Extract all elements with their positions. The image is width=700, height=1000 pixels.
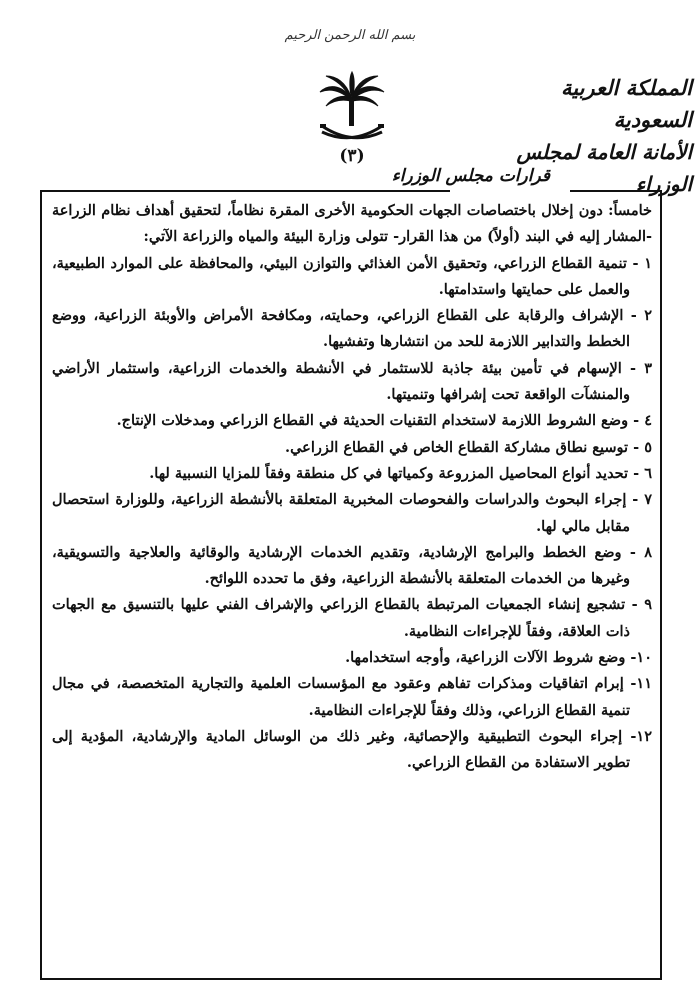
list-item: ٨ - وضع الخطط والبرامج الإرشادية، وتقديم الخدمات الإرشادية والوقائية والعلاجية والتسويقية، وغيرها من الخدمات المتعلقة بالأنشطة الزراعية، وفق ما تحدده اللوائح. <box>52 543 652 588</box>
basmala: بسم الله الرحمن الرحيم <box>284 28 416 43</box>
letterhead-office: الأمانة العامة لمجلس الوزراء <box>516 140 692 196</box>
saudi-emblem-icon <box>316 70 388 150</box>
list-item: ٧ - إجراء البحوث والدراسات والفحوصات المخبرية المتعلقة بالأنشطة الزراعية، وللوزارة استحصال مقابل مالي لها. <box>52 491 652 535</box>
list-item: ٦ - تحديد أنواع المحاصيل المزروعة وكمياتها في كل منطقة وفقاً للمزايا النسبية لها. <box>149 464 652 482</box>
list-item: ٤ - وضع الشروط اللازمة لاستخدام التقنيات الحديثة في القطاع الزراعي ومدخلات الإنتاج. <box>116 412 652 430</box>
section-label: قرارات مجلس الوزراء <box>391 166 550 186</box>
list-item: ٥ - توسيع نطاق مشاركة القطاع الخاص في القطاع الزراعي. <box>285 438 652 456</box>
list-item: ١ - تنمية القطاع الزراعي، وتحقيق الأمن الغذائي والتوازن البيئي، والمحافظة على الموارد الطبيعية، والعمل على حمايتها واستدامتها. <box>52 254 652 298</box>
list-item: ٣ - الإسهام في تأمين بيئة جاذبة للاستثمار في الأنشطة والخدمات الزراعية، واستثمار الأراضي والمنشآت الواقعة تحت إشرافها وتنميتها. <box>52 359 652 404</box>
frame-label-gap <box>450 186 570 194</box>
letterhead-country: المملكة العربية السعودية <box>560 75 692 132</box>
list-item: ٢ - الإشراف والرقابة على القطاع الزراعي، وحمايته، ومكافحة الأمراض والأوبئة الزراعية، ووضع الخطط والتدابير اللازمة للحد من انتشارها وتفشيها. <box>52 307 652 351</box>
list-item: ١٠- وضع شروط الآلات الزراعية، وأوجه استخدامها. <box>345 649 652 667</box>
list-item: ٩ - تشجيع إنشاء الجمعيات المرتبطة بالقطاع الزراعي والإشراف الفني عليها بالتنسيق مع الجهات ذات العلاقة، وفقاً للإجراءات النظامية. <box>52 596 652 640</box>
decision-text <box>52 198 652 777</box>
intro-paragraph: خامساً: دون إخلال باختصاصات الجهات الحكومية الأخرى المقرة نظاماً، لتحقيق أهداف نظام الزراعة -المشار إليه في البند (أولاً) من هذا القرار- تتولى وزارة البيئة والمياه والزراعة الآتي: <box>52 202 652 246</box>
list-item: ١١- إبرام اتفاقيات ومذكرات تفاهم وعقود مع المؤسسات العلمية والتجارية المتخصصة، في مجال تنمية القطاع الزراعي، وذلك وفقاً للإجراءات النظامية. <box>52 675 652 719</box>
page-number: (٣) <box>339 146 365 166</box>
list-item: ١٢- إجراء البحوث التطبيقية والإحصائية، وغير ذلك من الوسائل المادية والإرشادية، المؤدية إلى تطوير الاستفادة من القطاع الزراعي. <box>52 727 652 772</box>
